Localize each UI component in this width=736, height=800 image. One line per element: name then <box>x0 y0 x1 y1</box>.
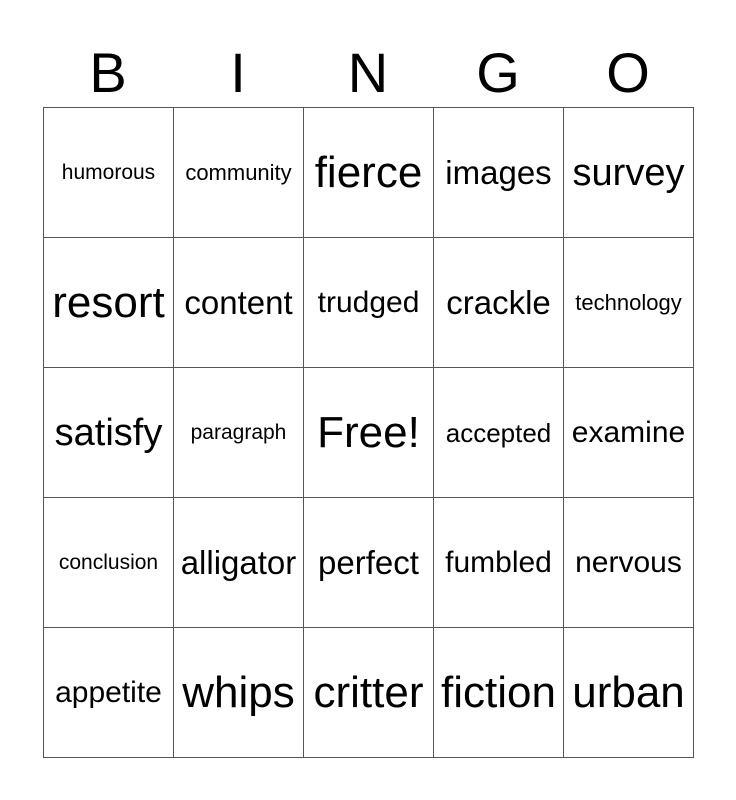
bingo-cell-r5c1[interactable]: appetite <box>44 628 174 758</box>
bingo-cell-r5c4[interactable]: fiction <box>434 628 564 758</box>
bingo-cell-r4c5[interactable]: nervous <box>564 498 694 628</box>
bingo-cell-r3c2[interactable]: paragraph <box>174 368 304 498</box>
header-letter-i: I <box>230 41 246 104</box>
bingo-cell-r5c3[interactable]: critter <box>304 628 434 758</box>
bingo-cell-r3c3-free[interactable]: Free! <box>304 368 434 498</box>
bingo-header <box>43 40 693 106</box>
bingo-cell-r1c5[interactable]: survey <box>564 108 694 238</box>
bingo-cell-r4c3[interactable]: perfect <box>304 498 434 628</box>
bingo-cell-r2c3[interactable]: trudged <box>304 238 434 368</box>
bingo-cell-r2c4[interactable]: crackle <box>434 238 564 368</box>
bingo-cell-r3c4[interactable]: accepted <box>434 368 564 498</box>
bingo-cell-r4c2[interactable]: alligator <box>174 498 304 628</box>
bingo-board <box>43 107 694 758</box>
bingo-cell-r4c4[interactable]: fumbled <box>434 498 564 628</box>
bingo-cell-r3c5[interactable]: examine <box>564 368 694 498</box>
bingo-cell-r1c2[interactable]: community <box>174 108 304 238</box>
bingo-cell-r1c1[interactable]: humorous <box>44 108 174 238</box>
bingo-cell-r1c3[interactable]: fierce <box>304 108 434 238</box>
header-letter-b: B <box>89 41 127 104</box>
bingo-cell-r1c4[interactable]: images <box>434 108 564 238</box>
header-letter-g: G <box>476 41 520 104</box>
bingo-cell-r2c2[interactable]: content <box>174 238 304 368</box>
bingo-cell-r2c1[interactable]: resort <box>44 238 174 368</box>
bingo-cell-r3c1[interactable]: satisfy <box>44 368 174 498</box>
header-letter-n: N <box>347 41 389 104</box>
header-letter-o: O <box>606 41 650 104</box>
bingo-cell-r5c5[interactable]: urban <box>564 628 694 758</box>
bingo-cell-r5c2[interactable]: whips <box>174 628 304 758</box>
bingo-cell-r2c5[interactable]: technology <box>564 238 694 368</box>
bingo-cell-r4c1[interactable]: conclusion <box>44 498 174 628</box>
